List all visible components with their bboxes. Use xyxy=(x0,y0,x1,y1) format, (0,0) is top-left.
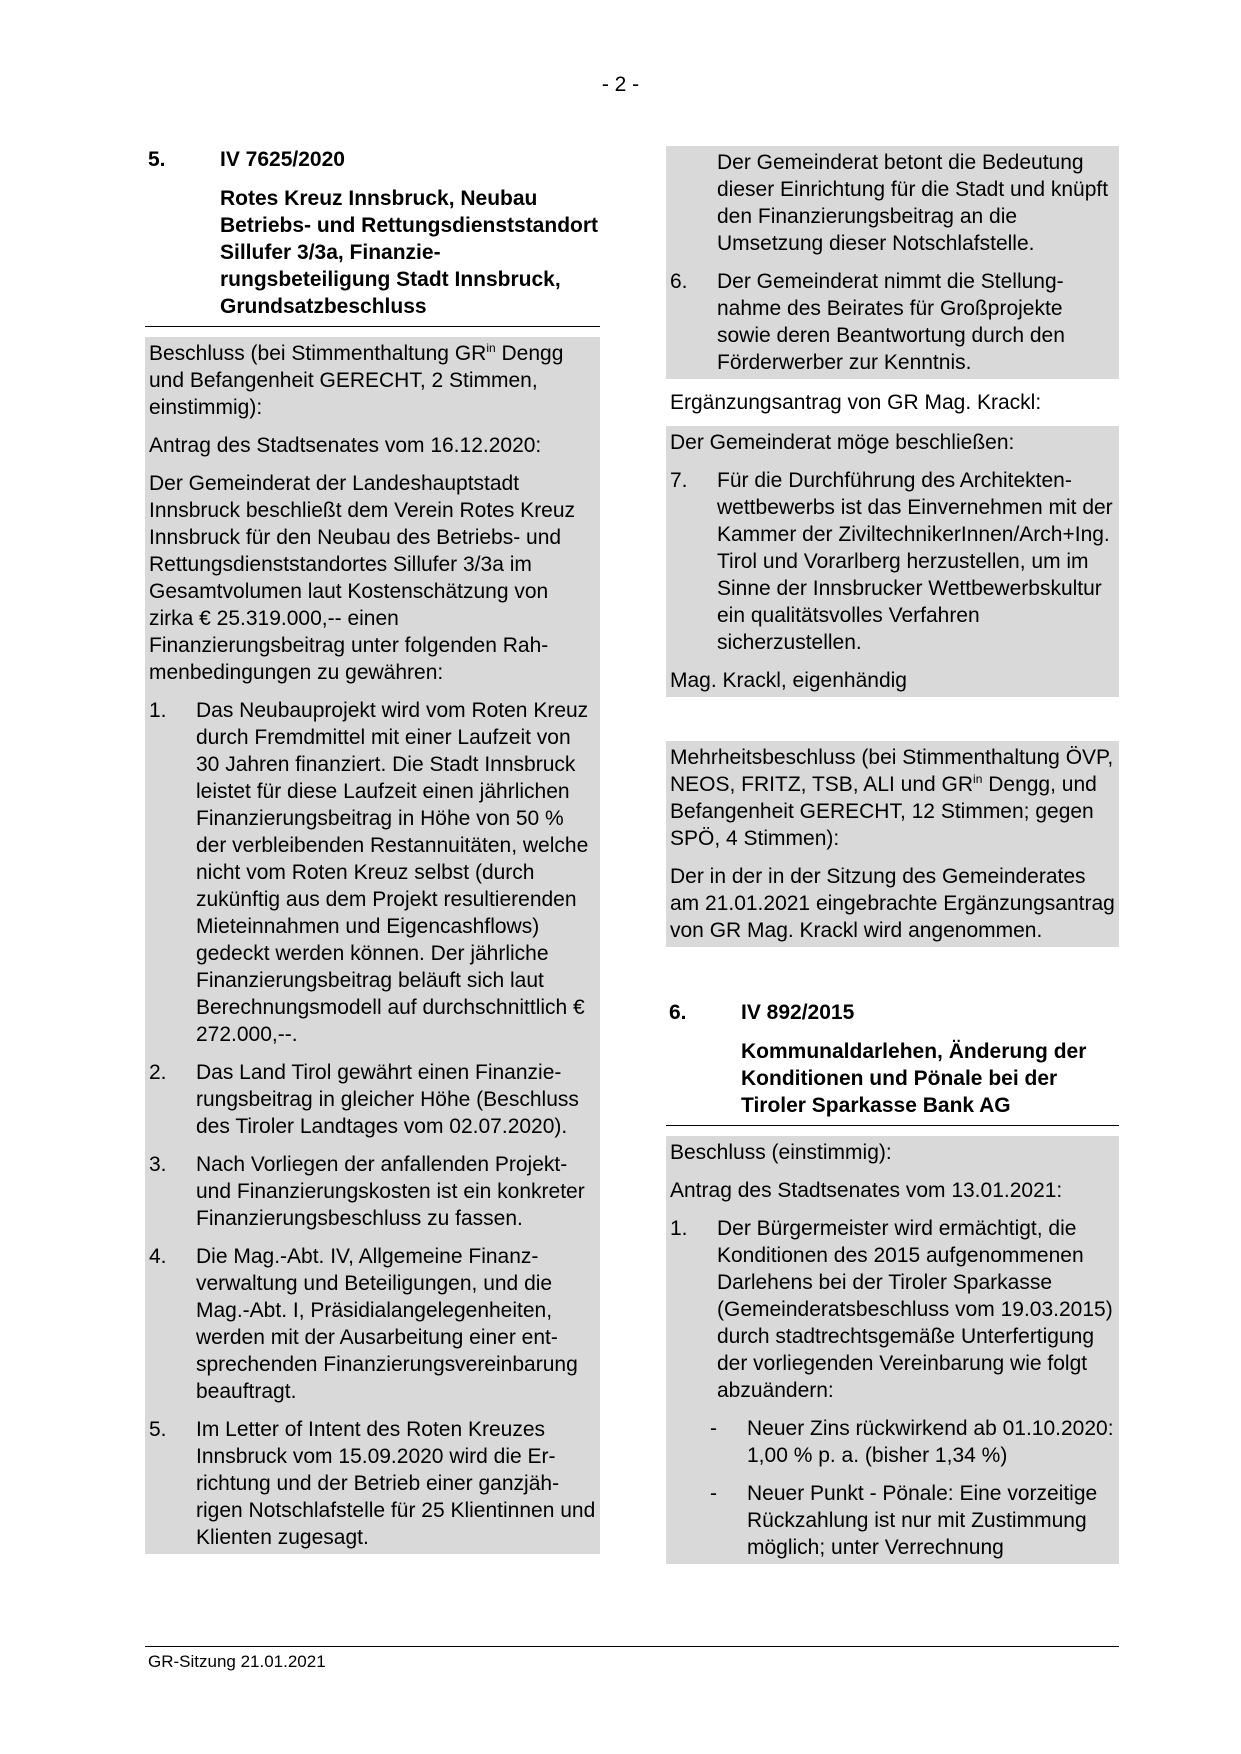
agenda-heading-6 xyxy=(666,999,1119,1119)
list-item xyxy=(670,268,1115,376)
motion-date: Antrag des Stadtsenates vom 16.12.2020: xyxy=(149,434,542,457)
list-item-text: Der Bürgermeister wird ermächtigt, die Konditionen des 2015 aufgenommenen Darlehens bei der Tiroler Sparkasse (Gemeinderatsbeschluss vom 19.03.2015) durch stadtrechtsgemäße Unterfertigung der vorliegenden Vereinbarung wie folgt abzuändern: xyxy=(717,1217,1113,1402)
bullet-dash: - xyxy=(710,1417,717,1440)
supplement-block xyxy=(666,426,1119,697)
list-item-text: Der Gemeinderat betont die Bedeutung dieser Einrichtung für die Stadt und knüpft den Finanzierungsbeitrag an die Umsetzung dieser Notschlafstelle. xyxy=(717,151,1109,255)
heading-rule xyxy=(145,326,600,327)
list-item-number: 3. xyxy=(149,1153,167,1176)
right-column xyxy=(666,146,1119,1564)
continuation-block xyxy=(666,146,1119,379)
list-item xyxy=(670,467,1115,656)
list-item-text: Das Land Tirol gewährt einen Finanzierungsbeitrag in gleicher Höhe (Beschluss des Tiroler Landtages vom 02.07.2020). xyxy=(196,1061,579,1138)
list-item-number: 5. xyxy=(149,1418,167,1441)
agenda-title: Rotes Kreuz Innsbruck, Neubau Betriebs- und Rettungsdienststandort Sillufer 3/3a, Finanzierungsbeteiligung Stadt Innsbruck, Grundsatzbeschluss xyxy=(220,187,599,318)
resolution-vote xyxy=(149,340,596,421)
supplement-intro: Der Gemeinderat möge beschließen: xyxy=(670,431,1015,454)
bullet-dash: - xyxy=(710,1482,717,1505)
bullet-item xyxy=(670,1480,1115,1561)
list-item-text: Im Letter of Intent des Roten Kreuzes Innsbruck vom 15.09.2020 wird die Errichtung und der Betrieb einer ganzjährigen Notschlafstelle für 25 Klientinnen und Klienten zugesagt. xyxy=(196,1418,596,1549)
bullet-item xyxy=(670,1415,1115,1469)
list-item-number: 4. xyxy=(149,1245,167,1268)
majority-vote xyxy=(670,744,1115,852)
resolution-vote: Beschluss (einstimmig): xyxy=(670,1141,892,1164)
resolution-vote-sup: in xyxy=(486,341,496,355)
left-column xyxy=(145,146,600,1554)
majority-vote-text-2: Dengg, und Befangenheit GERECHT, 12 Stimmen; gegen SPÖ, 4 Stimmen): xyxy=(670,773,1097,850)
list-item-number: 1. xyxy=(149,699,167,722)
resolution-vote-text: Beschluss (bei Stimmenthaltung GR xyxy=(149,342,487,365)
motion-date: Antrag des Stadtsenates vom 13.01.2021: xyxy=(670,1179,1063,1202)
footer-text: GR-Sitzung 21.01.2021 xyxy=(148,1652,326,1671)
majority-block xyxy=(666,741,1119,947)
list-item-number: 6. xyxy=(670,270,688,293)
list-item-number: 1. xyxy=(670,1217,688,1240)
list-item-text: Nach Vorliegen der anfallenden Projekt- und Finanzierungskosten ist ein konkreter Finanzierungsbeschluss zu fassen. xyxy=(196,1153,585,1230)
list-item-text: Die Mag.-Abt. IV, Allgemeine Finanzverwaltung und Beteiligungen, und die Mag.-Abt. I, Präsidialangelegenheiten, werden mit der Ausarbeitung einer entsprechenden Finanzierungsvereinbarung beauftragt. xyxy=(196,1245,578,1403)
resolution-block xyxy=(666,1136,1119,1564)
majority-vote-text: Mehrheitsbeschluss (bei Stimmenthaltung ÖVP, NEOS, FRITZ, TSB, ALI und GR xyxy=(670,746,1114,796)
list-item xyxy=(149,1151,596,1232)
agenda-number: 6. xyxy=(669,1001,687,1024)
list-item xyxy=(670,1215,1115,1404)
agenda-number: 5. xyxy=(148,148,166,171)
footer-rule xyxy=(145,1646,1119,1647)
bullet-text: Neuer Zins rückwirkend ab 01.10.2020: 1,00 % p. a. (bisher 1,34 %) xyxy=(747,1417,1114,1467)
agenda-title: Kommunaldarlehen, Änderung der Konditionen und Pönale bei der Tiroler Sparkasse Bank AG xyxy=(741,1040,1087,1117)
majority-vote-sup: in xyxy=(973,772,983,786)
bullet-text: Neuer Punkt - Pönale: Eine vorzeitige Rückzahlung ist nur mit Zustimmung möglich; unter Verrechnung xyxy=(747,1482,1098,1559)
page-number: - 2 - xyxy=(601,73,640,96)
list-item xyxy=(149,1059,596,1140)
list-item-text: Für die Durchführung des Architektenwettbewerbs ist das Einvernehmen mit der Kammer der ZiviltechnikerInnen/Arch+Ing. Tirol und Vorarlberg herzustellen, um im Sinne der Innsbrucker Wettbewerbskultur ein qualitätsvolles Verfahren sicherzustellen. xyxy=(717,469,1113,654)
supplement-motion-label: Ergänzungsantrag von GR Mag. Krackl: xyxy=(670,391,1042,414)
signature: Mag. Krackl, eigenhändig xyxy=(670,669,907,692)
list-item-continuation xyxy=(670,149,1115,257)
list-item-text: Der Gemeinderat nimmt die Stellungnahme des Beirates für Großprojekte sowie deren Beantwortung durch den Förderwerber zur Kenntnis. xyxy=(717,270,1065,374)
list-item-number: 7. xyxy=(670,469,688,492)
resolution-vote-text-2: Dengg und Befangenheit GERECHT, 2 Stimmen, einstimmig): xyxy=(149,342,564,419)
agenda-heading-5 xyxy=(145,146,600,320)
resolution-intro: Der Gemeinderat der Landeshauptstadt Innsbruck beschließt dem Verein Rotes Kreuz Innsbruck für den Neubau des Betriebs- und Rettungsdienststandortes Sillufer 3/3a im Gesamtvolumen laut Kostenschätzung von zirka € 25.319.000,-- einen Finanzierungsbeitrag unter folgenden Rahmenbedingungen zu gewähren: xyxy=(149,472,576,684)
supplement-accepted: Der in der in der Sitzung des Gemeinderates am 21.01.2021 eingebrachte Ergänzungsantrag von GR Mag. Krackl wird angenommen. xyxy=(670,865,1115,942)
resolution-block xyxy=(145,337,600,1554)
agenda-reference: IV 892/2015 xyxy=(741,1001,855,1024)
list-item-text: Das Neubauprojekt wird vom Roten Kreuz durch Fremdmittel mit einer Laufzeit von 30 Jahren finanziert. Die Stadt Innsbruck leistet für diese Laufzeit einen jährlichen Finanzierungsbeitrag in Höhe von 50 % der verbleibenden Restannuitäten, welche nicht vom Roten Kreuz selbst (durch zukünftig aus dem Projekt resultierenden Mieteinnahmen und Eigencashflows) gedeckt werden können. Der jährliche Finanzierungsbeitrag beläuft sich laut Berechnungsmodell auf durchschnittlich € 272.000,--. xyxy=(196,699,589,1046)
list-item-spacer xyxy=(670,149,717,257)
agenda-reference: IV 7625/2020 xyxy=(220,148,345,171)
heading-rule xyxy=(666,1125,1119,1126)
list-item xyxy=(149,697,596,1048)
list-item-number: 2. xyxy=(149,1061,167,1084)
list-item xyxy=(149,1416,596,1551)
list-item xyxy=(149,1243,596,1405)
